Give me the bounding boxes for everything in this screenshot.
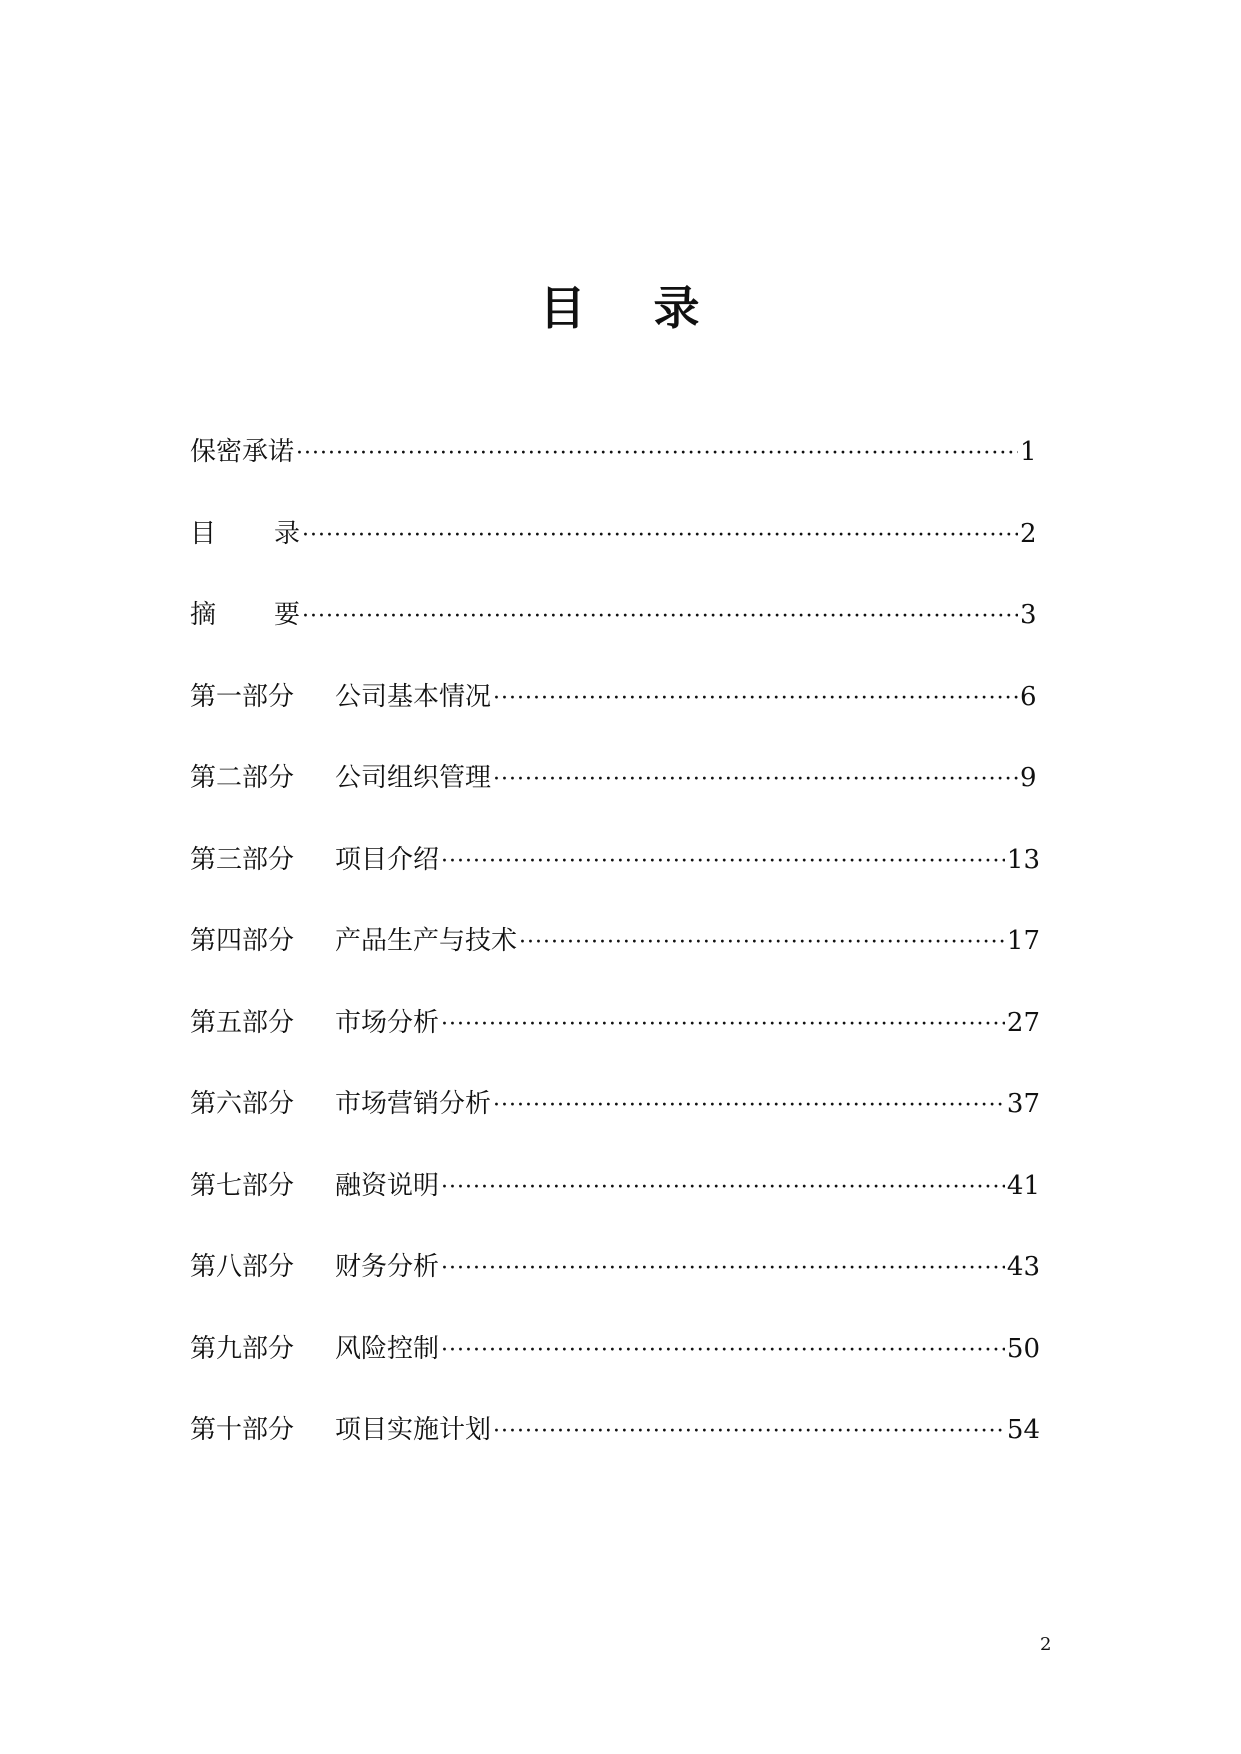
toc-entry-part-10[interactable] [190, 1410, 1040, 1492]
toc-entry-label: 保密承诺 [190, 437, 295, 467]
toc-entry-part-6[interactable] [190, 1084, 1040, 1166]
title-char-2: 录 [653, 281, 702, 335]
toc-dot-leader [441, 1331, 1005, 1371]
toc-dot-leader [493, 1086, 1005, 1126]
toc-entry-part-9[interactable] [190, 1329, 1040, 1411]
toc-entry-part-7[interactable] [190, 1166, 1040, 1248]
toc-entry-label: 市场营销分析 [335, 1089, 492, 1119]
toc-entry-label-right: 要 [274, 600, 301, 630]
toc-dot-leader [441, 1005, 1005, 1045]
toc-entry-page: 6 [1020, 681, 1037, 712]
toc-entry-part: 第十部分 [190, 1415, 295, 1445]
toc-dot-leader [519, 923, 1005, 963]
toc-entry-label [190, 595, 300, 635]
table-of-contents [190, 432, 1040, 1492]
toc-entry-part: 第五部分 [190, 1007, 295, 1038]
toc-entry-part-1[interactable] [190, 677, 1040, 759]
toc-entry-page: 41 [1006, 1170, 1040, 1201]
toc-entry-page: 17 [1006, 926, 1040, 956]
toc-entry-page: 2 [1020, 518, 1037, 549]
toc-dot-leader [302, 516, 1018, 556]
toc-entry-part-3[interactable] [190, 840, 1040, 922]
toc-dot-leader [296, 434, 1018, 474]
toc-entry-summary[interactable] [190, 595, 1040, 677]
toc-dot-leader [441, 1168, 1005, 1208]
toc-entry-label: 融资说明 [335, 1170, 440, 1201]
toc-entry-page: 1 [1020, 437, 1037, 467]
toc-entry-label [190, 514, 300, 554]
page-title [0, 278, 1241, 338]
toc-dot-leader [302, 597, 1018, 637]
title-char-1: 目 [539, 281, 588, 335]
toc-entry-label: 市场分析 [335, 1007, 440, 1038]
toc-entry-page: 27 [1006, 1007, 1040, 1038]
page-number: 2 [1040, 1634, 1052, 1655]
toc-entry-label: 风险控制 [335, 1333, 440, 1364]
toc-entry-part: 第三部分 [190, 844, 295, 875]
toc-entry-label-left: 目 [190, 518, 217, 549]
toc-dot-leader [441, 1249, 1005, 1289]
toc-entry-label: 公司组织管理 [335, 763, 492, 793]
toc-dot-leader [493, 760, 1018, 800]
toc-entry-part-5[interactable] [190, 1003, 1040, 1085]
toc-entry-confidentiality[interactable] [190, 432, 1040, 514]
toc-entry-part: 第一部分 [190, 681, 295, 712]
toc-entry-label: 公司基本情况 [335, 681, 492, 712]
toc-entry-part: 第四部分 [190, 926, 295, 956]
toc-entry-part: 第六部分 [190, 1089, 295, 1119]
toc-dot-leader [493, 1412, 1005, 1452]
toc-entry-page: 13 [1006, 844, 1040, 875]
toc-entry-label: 财务分析 [335, 1252, 440, 1282]
toc-dot-leader [441, 842, 1005, 882]
toc-entry-part-4[interactable] [190, 921, 1040, 1003]
toc-entry-page: 54 [1006, 1415, 1040, 1445]
toc-entry-part: 第九部分 [190, 1333, 295, 1364]
toc-entry-part: 第七部分 [190, 1170, 295, 1201]
toc-entry-label: 产品生产与技术 [335, 926, 518, 956]
toc-entry-label-left: 摘 [190, 600, 217, 630]
toc-entry-page: 37 [1006, 1089, 1040, 1119]
toc-entry-part: 第八部分 [190, 1252, 295, 1282]
toc-entry-part-2[interactable] [190, 758, 1040, 840]
toc-entry-part: 第二部分 [190, 763, 295, 793]
toc-entry-label: 项目实施计划 [335, 1415, 492, 1445]
toc-entry-contents[interactable] [190, 514, 1040, 596]
toc-entry-page: 43 [1006, 1252, 1040, 1282]
toc-entry-label: 项目介绍 [335, 844, 440, 875]
toc-entry-page: 3 [1020, 600, 1037, 630]
toc-entry-part-8[interactable] [190, 1247, 1040, 1329]
toc-entry-page: 50 [1006, 1333, 1040, 1364]
toc-entry-label-right: 录 [274, 518, 301, 549]
toc-dot-leader [493, 679, 1018, 719]
toc-entry-page: 9 [1020, 763, 1037, 793]
